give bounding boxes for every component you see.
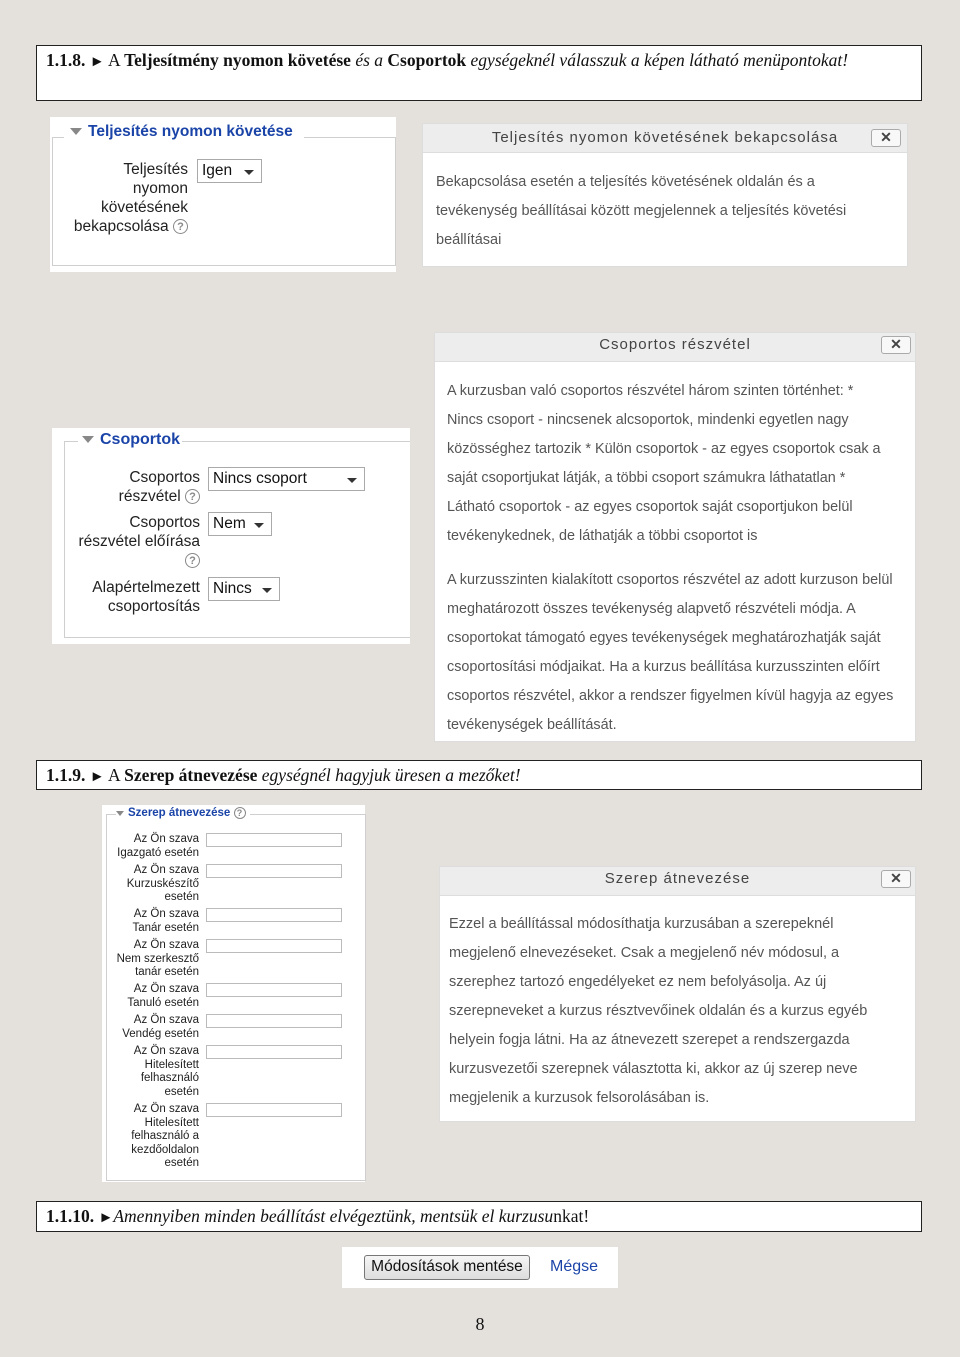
chevron-down-icon (244, 170, 254, 175)
force-group-mode-label: Csoportos részvétel előírása ? (78, 514, 200, 568)
role-label-student: Az Ön szava Tanuló esetén (127, 983, 199, 1009)
popup-body: A kurzusban való csoportos részvétel három szinten történhet: * Nincs csoport - nincsenek alcsoportok, mindenki egyetlen nagy közösséghez tartozik * Külön csoportok - az egyes csoportok csak a saját csoportjukat látják, a többi csoport számukra láthatatlan * Látható csoportok - az egyes csoportok saját csoportjukon belül tevékenykednek, de láthatják a többi csoportot is A kurzusszinten kialakított csoportos részvétel az adott kurzuson belül meghatározott összes tevékenység alapvető részvételi módja. A csoportokat támogató egyes tevékenységek meghatározhatják saját csoportosítási módjaikat. Ha a kurzus beállítása kurzusszinten előírt csoportos részvétel, akkor a rendszer figyelmen kívül hagyja az egyes tevékenységek beállítását. (447, 383, 894, 733)
role-input-manager[interactable] (206, 833, 342, 847)
role-input-noneditingteacher[interactable] (206, 939, 342, 953)
role-label-frontpage: Az Ön szava Hitelesített felhasználó a kezdőoldalon esetén (131, 1103, 199, 1169)
tracking-enable-select[interactable]: Igen (197, 159, 262, 183)
group-mode-select[interactable]: Nincs csoport (208, 467, 365, 491)
help-icon[interactable]: ? (234, 807, 246, 819)
role-label-teacher: Az Ön szava Tanár esetén (132, 908, 199, 934)
role-label-coursecreator: Az Ön szava Kurzuskészítő esetén (126, 864, 199, 903)
role-input-frontpage[interactable] (206, 1103, 342, 1117)
role-input-student[interactable] (206, 983, 342, 997)
arrow-right-icon: ► (89, 769, 105, 785)
popup-title: Szerep átnevezése (440, 867, 915, 896)
chevron-down-icon (254, 523, 264, 528)
role-renaming-panel (102, 805, 365, 1182)
tracking-enable-label: Teljesítés nyomon követésének bekapcsolása ? (73, 161, 188, 235)
role-label-user: Az Ön szava Hitelesített felhasználó esetén (133, 1045, 199, 1098)
group-mode-label: Csoportos részvétel ? (118, 469, 200, 505)
role-renaming-legend[interactable]: Szerep átnevezése ? (116, 807, 246, 819)
popup-title: Teljesítés nyomon követésének bekapcsolása (423, 124, 907, 153)
close-icon[interactable]: ✕ (881, 336, 911, 354)
popup-title: Csoportos részvétel (435, 333, 915, 362)
chevron-down-icon (347, 478, 357, 483)
popup-body: Ezzel a beállítással módosíthatja kurzusában a szerepeknél megjelenő elnevezéseket. Csak a megjelenő név módosul, a szerephez tartozó engedélyeket ez nem befolyásolja. Az új szerepneveket a kurzus résztvevőinek oldalán és a kurzus egyéb helyein fogja látni. Ha az átnevezett szerepet a rendszergazda kurzusvezetői szerepnek választotta ki, akkor az új szerep neve megjelenik a kurzusok felsorolásában is. (449, 916, 868, 1106)
step-1-1-8-instruction: 1.1.8. ► A Teljesítmény nyomon követése és a Csoportok egységeknél válasszuk a képen látható menüpontokat! (36, 45, 922, 101)
arrow-right-icon: ► (98, 1210, 114, 1226)
roles-help-popup (439, 866, 916, 1122)
help-icon[interactable]: ? (185, 489, 200, 504)
help-icon[interactable]: ? (185, 553, 200, 568)
cancel-link[interactable]: Mégse (550, 1258, 599, 1275)
page-number: 8 (475, 1314, 485, 1334)
role-label-noneditingteacher: Az Ön szava Nem szerkesztő tanár esetén (116, 939, 199, 978)
caret-down-icon (116, 811, 124, 816)
step-1-1-10-instruction: 1.1.10. ►Amennyiben minden beállítást elvégeztünk, mentsük el kurzusunkat! (36, 1201, 922, 1232)
groups-settings-panel (52, 428, 410, 644)
default-grouping-label: Alapértelmezett csoportosítás (92, 579, 200, 615)
form-buttons-panel (342, 1247, 618, 1288)
role-input-teacher[interactable] (206, 908, 342, 922)
popup-body: Bekapcsolása esetén a teljesítés követésének oldalán és a tevékenység beállításai között megjelennek a teljesítés követési beállításai (436, 174, 847, 248)
step-1-1-9-instruction: 1.1.9. ► A Szerep átnevezése egységnél hagyjuk üresen a mezőket! (36, 760, 922, 790)
default-grouping-select[interactable]: Nincs (208, 577, 280, 601)
save-changes-button[interactable]: Módosítások mentése (364, 1255, 530, 1280)
caret-down-icon (70, 128, 82, 135)
force-group-mode-select[interactable]: Nem (208, 512, 272, 536)
groups-help-popup (434, 332, 916, 742)
arrow-right-icon: ► (89, 54, 105, 70)
role-label-guest: Az Ön szava Vendég esetén (122, 1014, 199, 1040)
tracking-legend[interactable]: Teljesítés nyomon követése (70, 123, 293, 141)
tracking-help-popup (422, 123, 908, 267)
role-label-manager: Az Ön szava Igazgató esetén (117, 833, 199, 859)
role-input-user[interactable] (206, 1045, 342, 1059)
role-input-guest[interactable] (206, 1014, 342, 1028)
chevron-down-icon (262, 588, 272, 593)
close-icon[interactable]: ✕ (871, 129, 901, 147)
close-icon[interactable]: ✕ (881, 870, 911, 888)
help-icon[interactable]: ? (173, 219, 188, 234)
groups-legend[interactable]: Csoportok (82, 431, 180, 449)
caret-down-icon (82, 436, 94, 443)
role-input-coursecreator[interactable] (206, 864, 342, 878)
tracking-settings-panel (50, 117, 396, 272)
